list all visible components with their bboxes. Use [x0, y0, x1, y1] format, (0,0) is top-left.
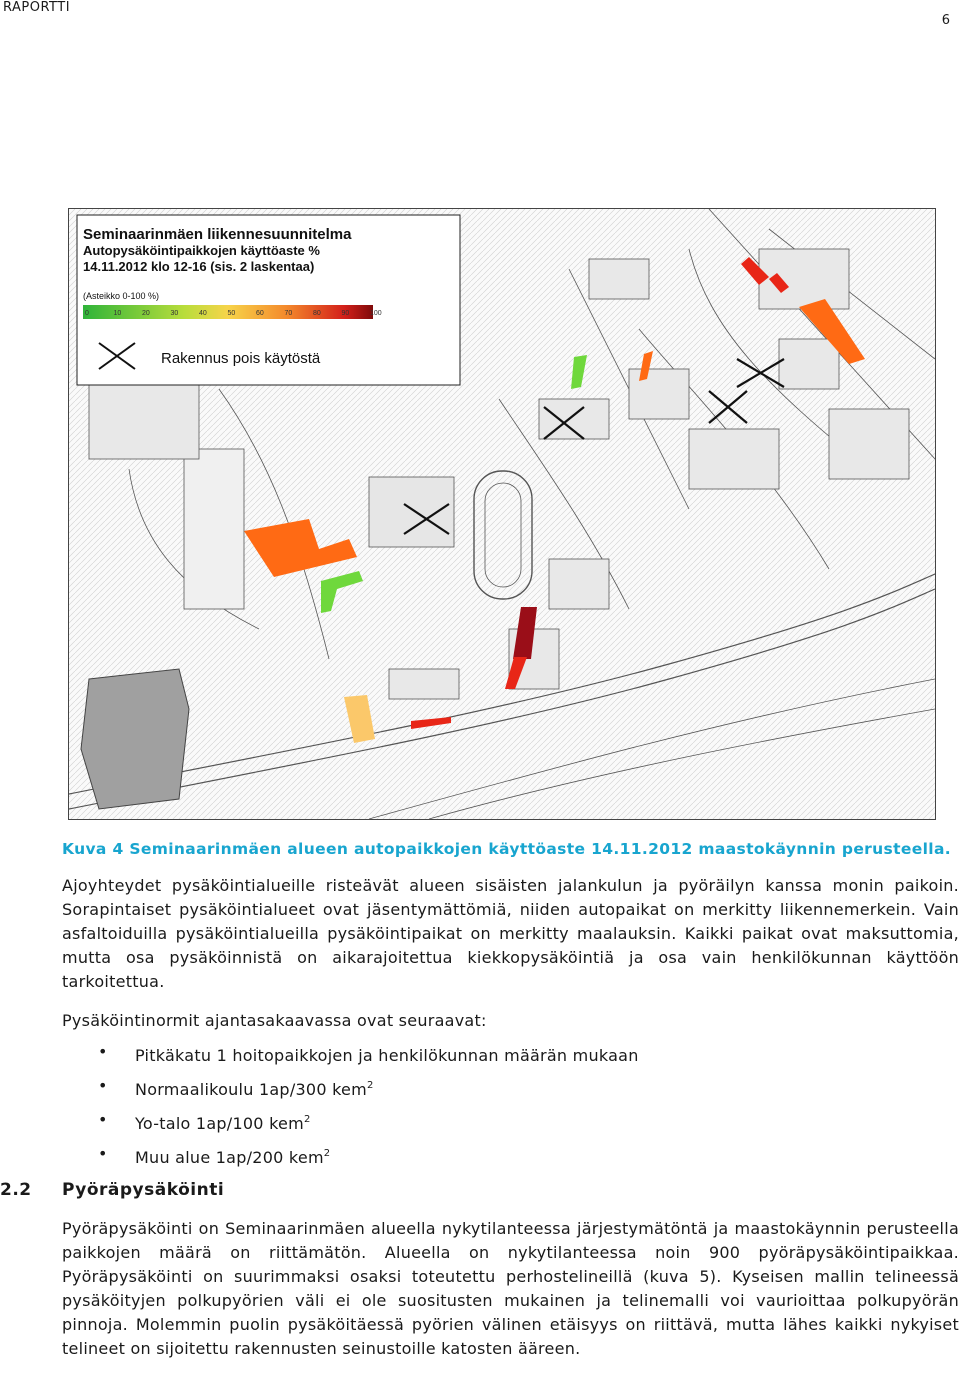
map-title-3: 14.11.2012 klo 12-16 (sis. 2 laskentaa) — [83, 259, 315, 274]
scale-tick-label: 70 — [284, 310, 293, 317]
header-report-label: RAPORTTI — [3, 0, 71, 15]
legend-cross-label: Rakennus pois käytöstä — [161, 350, 321, 367]
scale-tick-label: 40 — [199, 310, 207, 317]
paragraph-3-text: Pyöräpysäköinti on Seminaarinmäen alueella nykytilanteessa järjestymätöntä ja maastokäynnin perusteella paikkojen määrä on riittämätön. Alueella on nykytilanteessa noin 900 pyöräpysäköintipaikkaa. Pyöräpysäköinti on suurimmaksi osaksi toteutettu perhostelineillä (kuva 5). Kyseisen mallin telineessä pysäköityjen polkupyörien väli ei ole suositusten mukainen ja telinemalli voi vaurioittaa polkupyörän pinnoja. Molemmin puolin pysäköitäessä pyörien välinen etäisyys on riittävä, mutta lähes kaikki nykyiset telineet on sijoitettu rakennusten seinustoille katosten ääreen. — [62, 1219, 959, 1358]
parking-usage-map — [68, 208, 936, 820]
section-number: 2.2 — [0, 1180, 32, 1200]
scale-label: (Asteikko 0-100 %) — [83, 291, 160, 301]
map-title-2: Autopysäköintipaikkojen käyttöaste % — [83, 243, 320, 258]
list-item: • Normaalikoulu 1ap/300 kem$^2$ — [98, 1076, 374, 1099]
scale-tick-label: 0 — [85, 310, 89, 317]
figure-caption: Kuva 4 Seminaarinmäen alueen autopaikkojen käyttöaste 14.11.2012 maastokäynnin perusteella. — [62, 840, 951, 858]
scale-tick-label: 100 — [370, 310, 382, 317]
parking-norms-list — [98, 1041, 639, 1177]
paragraph-2-text: Pysäköintinormit ajantasakaavassa ovat seuraavat: — [62, 1011, 487, 1030]
list-item: • Pitkäkatu 1 hoitopaikkojen ja henkilökunnan määrän mukaan — [98, 1042, 639, 1065]
map-legend — [77, 215, 460, 385]
scale-tick-label: 50 — [227, 310, 236, 317]
list-item: • Yo-talo 1ap/100 kem$^2$ — [98, 1110, 311, 1133]
paragraph-intro — [62, 874, 959, 994]
scale-tick-label: 90 — [341, 310, 350, 317]
list-item: • Muu alue 1ap/200 kem$^2$ — [98, 1144, 331, 1167]
paragraph-bike-parking — [62, 1217, 959, 1361]
section-title: Pyöräpysäköinti — [62, 1180, 225, 1200]
map-title-1: Seminaarinmäen liikennesuunnitelma — [83, 226, 352, 243]
scale-tick-label: 60 — [256, 310, 264, 317]
paragraph-1-text: Ajoyhteydet pysäköintialueille risteävät alueen sisäisten jalankulun ja pyöräilyn kanssa monin paikoin. Sorapintaiset pysäköintialueet ovat jäsentymättömiä, niiden autopaikat on merkitty liikennemerkein. Vain asfaltoiduilla pysäköintialueilla pysäköintipaikat on merkitty maalauksin. Kaikki paikat ovat maksuttomia, mutta osa pysäköinnistä on aikarajoitettua kiekkopysäköintiä ja osa vain henkilökunnan käyttöön tarkoitettua. — [62, 876, 959, 991]
grey-area — [81, 669, 189, 809]
page-number: 6 — [941, 13, 950, 28]
scale-tick-label: 80 — [313, 310, 321, 317]
scale-tick-label: 30 — [170, 310, 179, 317]
paragraph-norms — [62, 1009, 959, 1033]
scale-tick-label: 20 — [142, 310, 150, 317]
scale-tick-label: 10 — [113, 310, 122, 317]
